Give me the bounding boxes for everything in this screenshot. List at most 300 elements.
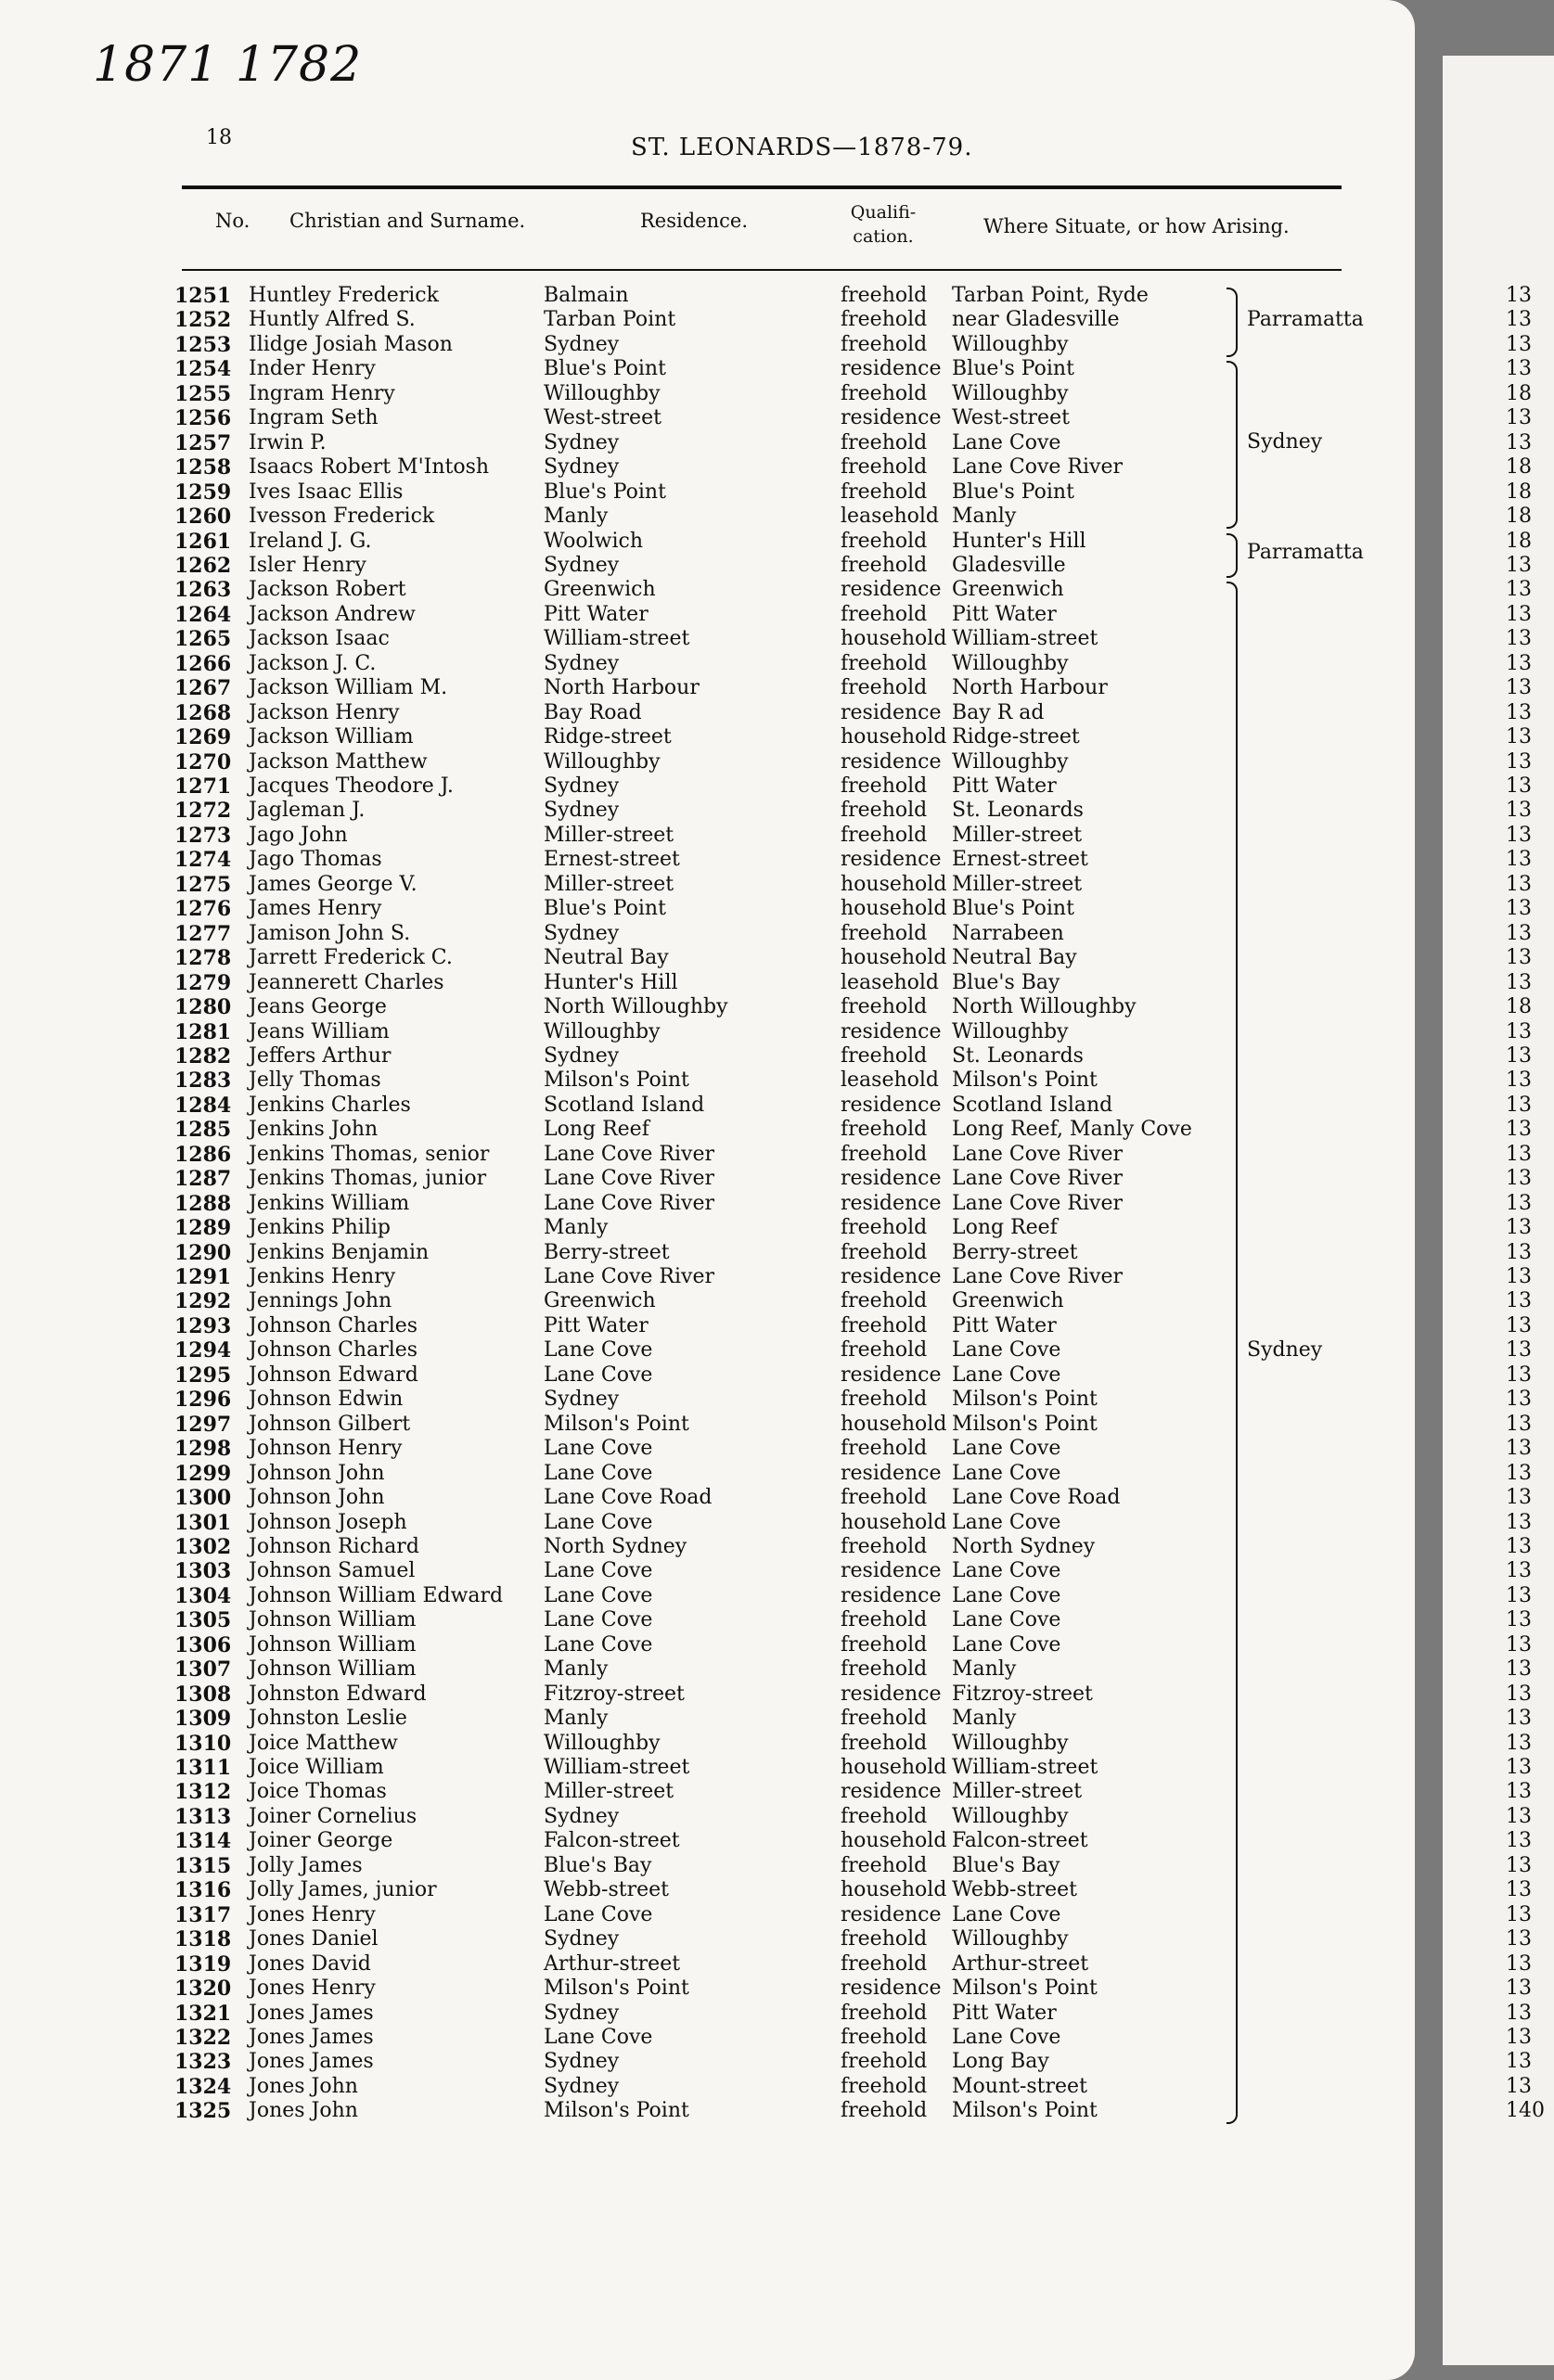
where-situate: Webb-street <box>952 1878 1077 1902</box>
residence: Miller-street <box>544 1780 674 1804</box>
next-page-number: 13 <box>1506 1313 1532 1337</box>
next-page-number: 13 <box>1506 651 1532 675</box>
qualification: freehold <box>841 2001 928 2025</box>
elector-name: Isaacs Robert M'Intosh <box>249 455 490 480</box>
elector-name: Ilidge Josiah Mason <box>249 332 453 356</box>
qualification: residence <box>841 1265 942 1288</box>
where-situate: Milson's Point <box>952 2099 1098 2123</box>
elector-name: Johnson William <box>249 1657 417 1682</box>
where-situate: Lane Cove <box>952 1461 1061 1485</box>
where-situate: Pitt Water <box>952 602 1057 626</box>
residence: Sydney <box>544 2001 620 2025</box>
qualification: freehold <box>841 1657 928 1682</box>
residence: Webb-street <box>544 1878 669 1902</box>
where-situate: Scotland Island <box>952 1093 1113 1117</box>
elector-name: Jones David <box>249 1951 371 1976</box>
top-rule <box>182 186 1342 189</box>
entry-number: 1264 <box>174 602 232 627</box>
entry-number: 1265 <box>174 627 232 652</box>
next-page-number: 13 <box>1506 602 1532 626</box>
next-page-number: 13 <box>1506 872 1532 896</box>
elector-name: James George V. <box>249 872 417 896</box>
elector-name: Jackson Henry <box>249 700 400 724</box>
entry-number: 1296 <box>174 1388 232 1413</box>
next-page-number: 13 <box>1506 308 1532 332</box>
table-row <box>0 725 1415 749</box>
table-row <box>0 1805 1415 1829</box>
residence: Lane Cove Road <box>544 1486 713 1510</box>
table-row <box>0 1388 1415 1412</box>
table-row <box>0 1437 1415 1461</box>
elector-name: Jeffers Arthur <box>249 1043 392 1068</box>
next-page-number: 13 <box>1506 553 1532 577</box>
where-situate: Lane Cove <box>952 1632 1061 1657</box>
elector-name: Ivesson Frederick <box>249 505 435 529</box>
table-row <box>0 1167 1415 1191</box>
entry-number: 1298 <box>174 1437 232 1462</box>
col-header-no: No. <box>215 210 250 232</box>
table-row <box>0 1559 1415 1583</box>
elector-name: Jarrett Frederick C. <box>249 946 453 970</box>
residence: Miller-street <box>544 872 674 896</box>
next-page-number: 13 <box>1506 1583 1532 1607</box>
table-row <box>0 627 1415 651</box>
table-row <box>0 1289 1415 1313</box>
table-row <box>0 1878 1415 1902</box>
entry-number: 1258 <box>174 455 232 480</box>
residence: North Willoughby <box>544 995 728 1019</box>
where-situate: Lane Cove <box>952 1583 1061 1607</box>
where-situate: near Gladesville <box>952 308 1120 332</box>
qualification: freehold <box>841 1142 928 1166</box>
where-situate: Lane Cove River <box>952 1142 1123 1166</box>
table-row <box>0 676 1415 700</box>
where-situate: Lane Cove Road <box>952 1486 1121 1510</box>
where-situate: Lane Cove River <box>952 1167 1123 1191</box>
table-row <box>0 480 1415 505</box>
qualification: freehold <box>841 651 928 675</box>
qualification: residence <box>841 1167 942 1191</box>
next-page-number: 13 <box>1506 1951 1532 1976</box>
table-row <box>0 1413 1415 1437</box>
table-row <box>0 1633 1415 1657</box>
entry-number: 1255 <box>174 381 232 406</box>
elector-name: Johnson Samuel <box>249 1559 416 1583</box>
qualification: household <box>841 1829 947 1853</box>
next-page-number: 18 <box>1506 505 1532 529</box>
entry-number: 1308 <box>174 1682 232 1707</box>
qualification: freehold <box>841 2074 928 2098</box>
col-header-where: Where Situate, or how Arising. <box>983 215 1290 237</box>
residence: Berry-street <box>544 1240 670 1264</box>
elector-name: Jones Henry <box>249 1902 376 1926</box>
where-situate: Blue's Bay <box>952 970 1060 994</box>
residence: Sydney <box>544 651 620 675</box>
next-page-number: 13 <box>1506 1780 1532 1804</box>
residence: Hunter's Hill <box>544 970 678 994</box>
table-row <box>0 1829 1415 1853</box>
elector-name: Jenkins John <box>249 1118 379 1142</box>
entry-number: 1295 <box>174 1363 232 1388</box>
table-row <box>0 922 1415 946</box>
qualification: residence <box>841 1093 942 1117</box>
table-row <box>0 333 1415 357</box>
elector-name: Inder Henry <box>249 357 376 381</box>
where-situate: Ridge-street <box>952 725 1080 749</box>
next-page-number: 13 <box>1506 1118 1532 1142</box>
where-situate: Pitt Water <box>952 1313 1057 1337</box>
qualification: residence <box>841 1583 942 1607</box>
where-situate: Miller-street <box>952 1780 1083 1804</box>
elector-name: Ingram Seth <box>249 406 379 430</box>
table-row <box>0 873 1415 897</box>
next-page-number: 13 <box>1506 1902 1532 1926</box>
entry-number: 1318 <box>174 1927 232 1952</box>
residence: Neutral Bay <box>544 946 669 970</box>
qualification: household <box>841 872 947 896</box>
col-header-name: Christian and Surname. <box>289 210 526 232</box>
residence: Blue's Bay <box>544 1853 652 1877</box>
next-page-number: 13 <box>1506 1338 1532 1363</box>
next-page-number: 13 <box>1506 1412 1532 1436</box>
table-row <box>0 406 1415 430</box>
table-row <box>0 1314 1415 1338</box>
where-situate: Narrabeen <box>952 921 1064 945</box>
next-page-number: 13 <box>1506 1731 1532 1755</box>
qualification: freehold <box>841 1707 928 1731</box>
residence: Tarban Point <box>544 308 676 332</box>
elector-name: Johnson John <box>249 1461 385 1485</box>
entry-number: 1304 <box>174 1583 232 1608</box>
next-page-number: 13 <box>1506 1878 1532 1902</box>
table-row <box>0 1535 1415 1559</box>
next-page-number: 13 <box>1506 1388 1532 1412</box>
next-page-number: 13 <box>1506 1534 1532 1558</box>
residence: Sydney <box>544 921 620 945</box>
table-row <box>0 357 1415 381</box>
table-row <box>0 603 1415 627</box>
qualification: household <box>841 627 947 651</box>
entry-number: 1297 <box>174 1412 232 1437</box>
residence: Lane Cove <box>544 1510 653 1534</box>
next-page-number: 18 <box>1506 995 1532 1019</box>
elector-name: James Henry <box>249 897 382 921</box>
table-row <box>0 824 1415 848</box>
residence: Pitt Water <box>544 1313 649 1337</box>
bracket <box>1227 361 1238 529</box>
next-page-number: 13 <box>1506 774 1532 798</box>
entry-number: 1294 <box>174 1338 232 1363</box>
table-row <box>0 995 1415 1019</box>
next-page-number: 13 <box>1506 749 1532 774</box>
entry-number: 1323 <box>174 2050 232 2075</box>
where-situate: Willoughby <box>952 381 1069 405</box>
table-row <box>0 2050 1415 2074</box>
next-page-number: 13 <box>1506 1265 1532 1288</box>
elector-name: Jenkins Thomas, junior <box>249 1167 487 1191</box>
qualification: leasehold <box>841 1068 940 1093</box>
next-page-number: 13 <box>1506 1682 1532 1706</box>
where-situate: St. Leonards <box>952 1043 1084 1068</box>
qualification: residence <box>841 578 942 602</box>
residence: Ernest-street <box>544 848 680 872</box>
where-situate: Mount-street <box>952 2074 1087 2098</box>
where-situate: Hunter's Hill <box>952 529 1086 553</box>
table-row <box>0 1192 1415 1216</box>
qualification: household <box>841 1510 947 1534</box>
next-page-number: 13 <box>1506 1829 1532 1853</box>
where-situate: Willoughby <box>952 332 1069 356</box>
where-situate: Willoughby <box>952 1731 1069 1755</box>
table-row <box>0 652 1415 676</box>
qualification: freehold <box>841 2050 928 2074</box>
entry-number: 1280 <box>174 995 232 1020</box>
table-row <box>0 799 1415 823</box>
next-page-edge <box>1443 56 1554 2365</box>
table-row <box>0 750 1415 774</box>
qualification: residence <box>841 1019 942 1043</box>
elector-name: Jackson William <box>249 725 414 749</box>
elector-name: Jenkins Benjamin <box>249 1240 430 1264</box>
table-row <box>0 971 1415 995</box>
next-page-number: 13 <box>1506 2050 1532 2074</box>
entry-number: 1271 <box>174 774 232 799</box>
qualification: freehold <box>841 921 928 945</box>
residence: Sydney <box>544 332 620 356</box>
entry-number: 1273 <box>174 823 232 848</box>
residence: Lane Cove <box>544 1437 653 1461</box>
entry-number: 1319 <box>174 1951 232 1977</box>
elector-name: Johnson Charles <box>249 1313 418 1337</box>
entry-number: 1260 <box>174 505 232 530</box>
elector-name: Jago Thomas <box>249 848 382 872</box>
residence: Blue's Point <box>544 480 666 504</box>
residence: Sydney <box>544 2050 620 2074</box>
elector-name: Johnson Gilbert <box>249 1412 411 1436</box>
table-row <box>0 1241 1415 1265</box>
where-situate: North Harbour <box>952 676 1108 700</box>
qualification: residence <box>841 848 942 872</box>
next-page-number: 13 <box>1506 1756 1532 1779</box>
elector-name: Jones John <box>249 2074 358 2098</box>
residence: Lane Cove River <box>544 1167 714 1191</box>
entry-number: 1286 <box>174 1142 232 1167</box>
table-row <box>0 382 1415 406</box>
table-row <box>0 505 1415 529</box>
where-situate: Berry-street <box>952 1240 1078 1264</box>
where-situate: Lane Cove <box>952 1510 1061 1534</box>
next-page-number: 13 <box>1506 676 1532 700</box>
elector-name: Johnson Richard <box>249 1534 419 1558</box>
entry-number: 1325 <box>174 2099 232 2124</box>
next-page-number: 13 <box>1506 1167 1532 1191</box>
elector-name: Johnson Charles <box>249 1338 418 1363</box>
next-page-number: 13 <box>1506 823 1532 847</box>
elector-name: Johnson Edwin <box>249 1388 404 1412</box>
table-row <box>0 1707 1415 1731</box>
entry-number: 1307 <box>174 1657 232 1683</box>
qualification: household <box>841 1878 947 1902</box>
residence: Greenwich <box>544 578 656 602</box>
residence: Sydney <box>544 774 620 798</box>
table-row <box>0 1657 1415 1682</box>
residence: Ridge-street <box>544 725 672 749</box>
entry-number: 1300 <box>174 1486 232 1511</box>
next-page-number: 18 <box>1506 529 1532 553</box>
entry-number: 1254 <box>174 357 232 382</box>
where-situate: Bay R ad <box>952 700 1045 724</box>
residence: Long Reef <box>544 1118 649 1142</box>
where-situate: Lane Cove <box>952 1363 1061 1387</box>
table-row <box>0 1068 1415 1093</box>
next-page-number: 140 <box>1506 2099 1545 2123</box>
bracket-label: Parramatta <box>1247 307 1364 331</box>
entry-number: 1309 <box>174 1707 232 1732</box>
entry-number: 1268 <box>174 700 232 725</box>
elector-name: Jones James <box>249 2001 374 2025</box>
bracket-label: Parramatta <box>1247 540 1364 564</box>
next-page-number: 13 <box>1506 1216 1532 1240</box>
residence: Lane Cove <box>544 1632 653 1657</box>
table-row <box>0 1338 1415 1363</box>
elector-name: Jeannerett Charles <box>249 970 444 994</box>
qualification: freehold <box>841 1731 928 1755</box>
next-page-number: 13 <box>1506 1093 1532 1117</box>
next-page-number: 18 <box>1506 480 1532 504</box>
where-situate: Arthur-street <box>952 1951 1089 1976</box>
entry-number: 1261 <box>174 529 232 554</box>
page-title: ST. LEONARDS—1878-79. <box>631 134 973 161</box>
next-page-number: 13 <box>1506 1289 1532 1313</box>
qualification: residence <box>841 749 942 774</box>
where-situate: North Willoughby <box>952 995 1137 1019</box>
elector-name: Jeans George <box>249 995 387 1019</box>
elector-name: Irwin P. <box>249 430 327 454</box>
elector-name: Jackson Andrew <box>249 602 416 626</box>
next-page-number: 13 <box>1506 1977 1532 2001</box>
next-page-number: 13 <box>1506 332 1532 356</box>
elector-name: Johnston Edward <box>249 1682 427 1706</box>
where-situate: Lane Cove <box>952 1608 1061 1632</box>
entry-number: 1303 <box>174 1559 232 1584</box>
qualification: leasehold <box>841 505 940 529</box>
residence: Lane Cove River <box>544 1265 714 1288</box>
qualification: leasehold <box>841 970 940 994</box>
where-situate: Milson's Point <box>952 1412 1098 1436</box>
where-situate: Greenwich <box>952 1289 1064 1313</box>
where-situate: William-street <box>952 627 1098 651</box>
bracket <box>1227 533 1238 579</box>
residence: Scotland Island <box>544 1093 705 1117</box>
elector-name: Jacques Theodore J. <box>249 774 454 798</box>
next-page-number: 13 <box>1506 627 1532 651</box>
qualification: freehold <box>841 381 928 405</box>
where-situate: Lane Cove <box>952 1902 1061 1926</box>
table-row <box>0 2026 1415 2050</box>
next-page-number: 13 <box>1506 1510 1532 1534</box>
next-page-number: 13 <box>1506 725 1532 749</box>
bracket-label: Sydney <box>1247 429 1323 454</box>
qualification: freehold <box>841 1804 928 1828</box>
where-situate: Miller-street <box>952 872 1083 896</box>
qualification: freehold <box>841 602 928 626</box>
elector-name: Isler Henry <box>249 553 366 577</box>
entry-number: 1259 <box>174 480 232 505</box>
entry-number: 1310 <box>174 1731 232 1756</box>
elector-name: Jennings John <box>249 1289 392 1313</box>
residence: Blue's Point <box>544 897 666 921</box>
entry-number: 1314 <box>174 1829 232 1854</box>
table-row <box>0 1094 1415 1118</box>
table-row <box>0 530 1415 554</box>
entry-number: 1282 <box>174 1043 232 1068</box>
where-situate: Willoughby <box>952 1804 1069 1828</box>
qualification: residence <box>841 700 942 724</box>
elector-name: Johnson William <box>249 1608 417 1632</box>
next-page-number: 13 <box>1506 1437 1532 1461</box>
table-row <box>0 455 1415 480</box>
residence: Lane Cove <box>544 1461 653 1485</box>
qualification: freehold <box>841 1240 928 1264</box>
entry-number: 1312 <box>174 1780 232 1805</box>
residence: Willoughby <box>544 749 661 774</box>
residence: Fitzroy-street <box>544 1682 685 1706</box>
bracket <box>1227 288 1238 357</box>
entry-number: 1293 <box>174 1313 232 1338</box>
next-page-number: 13 <box>1506 1927 1532 1951</box>
residence: William-street <box>544 627 690 651</box>
elector-name: Jago John <box>249 823 348 847</box>
entry-number: 1315 <box>174 1853 232 1878</box>
where-situate: Manly <box>952 505 1017 529</box>
next-page-number: 13 <box>1506 1461 1532 1485</box>
table-row <box>0 1780 1415 1804</box>
elector-name: Ives Isaac Ellis <box>249 480 404 504</box>
entry-number: 1305 <box>174 1608 232 1633</box>
qualification: freehold <box>841 2025 928 2049</box>
qualification: freehold <box>841 1853 928 1877</box>
residence: Milson's Point <box>544 2099 689 2123</box>
table-row <box>0 2075 1415 2099</box>
qualification: household <box>841 946 947 970</box>
qualification: freehold <box>841 1951 928 1976</box>
residence: Sydney <box>544 1804 620 1828</box>
next-page-number: 13 <box>1506 2001 1532 2025</box>
table-row <box>0 284 1415 308</box>
qualification: freehold <box>841 1216 928 1240</box>
elector-name: Jamison John S. <box>249 921 411 945</box>
qualification: residence <box>841 1559 942 1583</box>
residence: Manly <box>544 1216 609 1240</box>
qualification: freehold <box>841 1043 928 1068</box>
table-row <box>0 554 1415 578</box>
col-header-qualification: Qualifi-cation. <box>850 202 917 247</box>
qualification: freehold <box>841 1632 928 1657</box>
where-situate: Greenwich <box>952 578 1064 602</box>
table-row <box>0 774 1415 799</box>
where-situate: Long Reef, Manly Cove <box>952 1118 1192 1142</box>
table-row <box>0 701 1415 725</box>
next-page-number: 13 <box>1506 284 1532 307</box>
residence: Miller-street <box>544 823 674 847</box>
elector-name: Joice Matthew <box>249 1731 398 1755</box>
entry-number: 1316 <box>174 1878 232 1903</box>
qualification: freehold <box>841 1534 928 1558</box>
where-situate: North Sydney <box>952 1534 1096 1558</box>
entry-number: 1257 <box>174 430 232 455</box>
elector-name: Jenkins William <box>249 1191 410 1215</box>
next-page-number: 13 <box>1506 1657 1532 1682</box>
